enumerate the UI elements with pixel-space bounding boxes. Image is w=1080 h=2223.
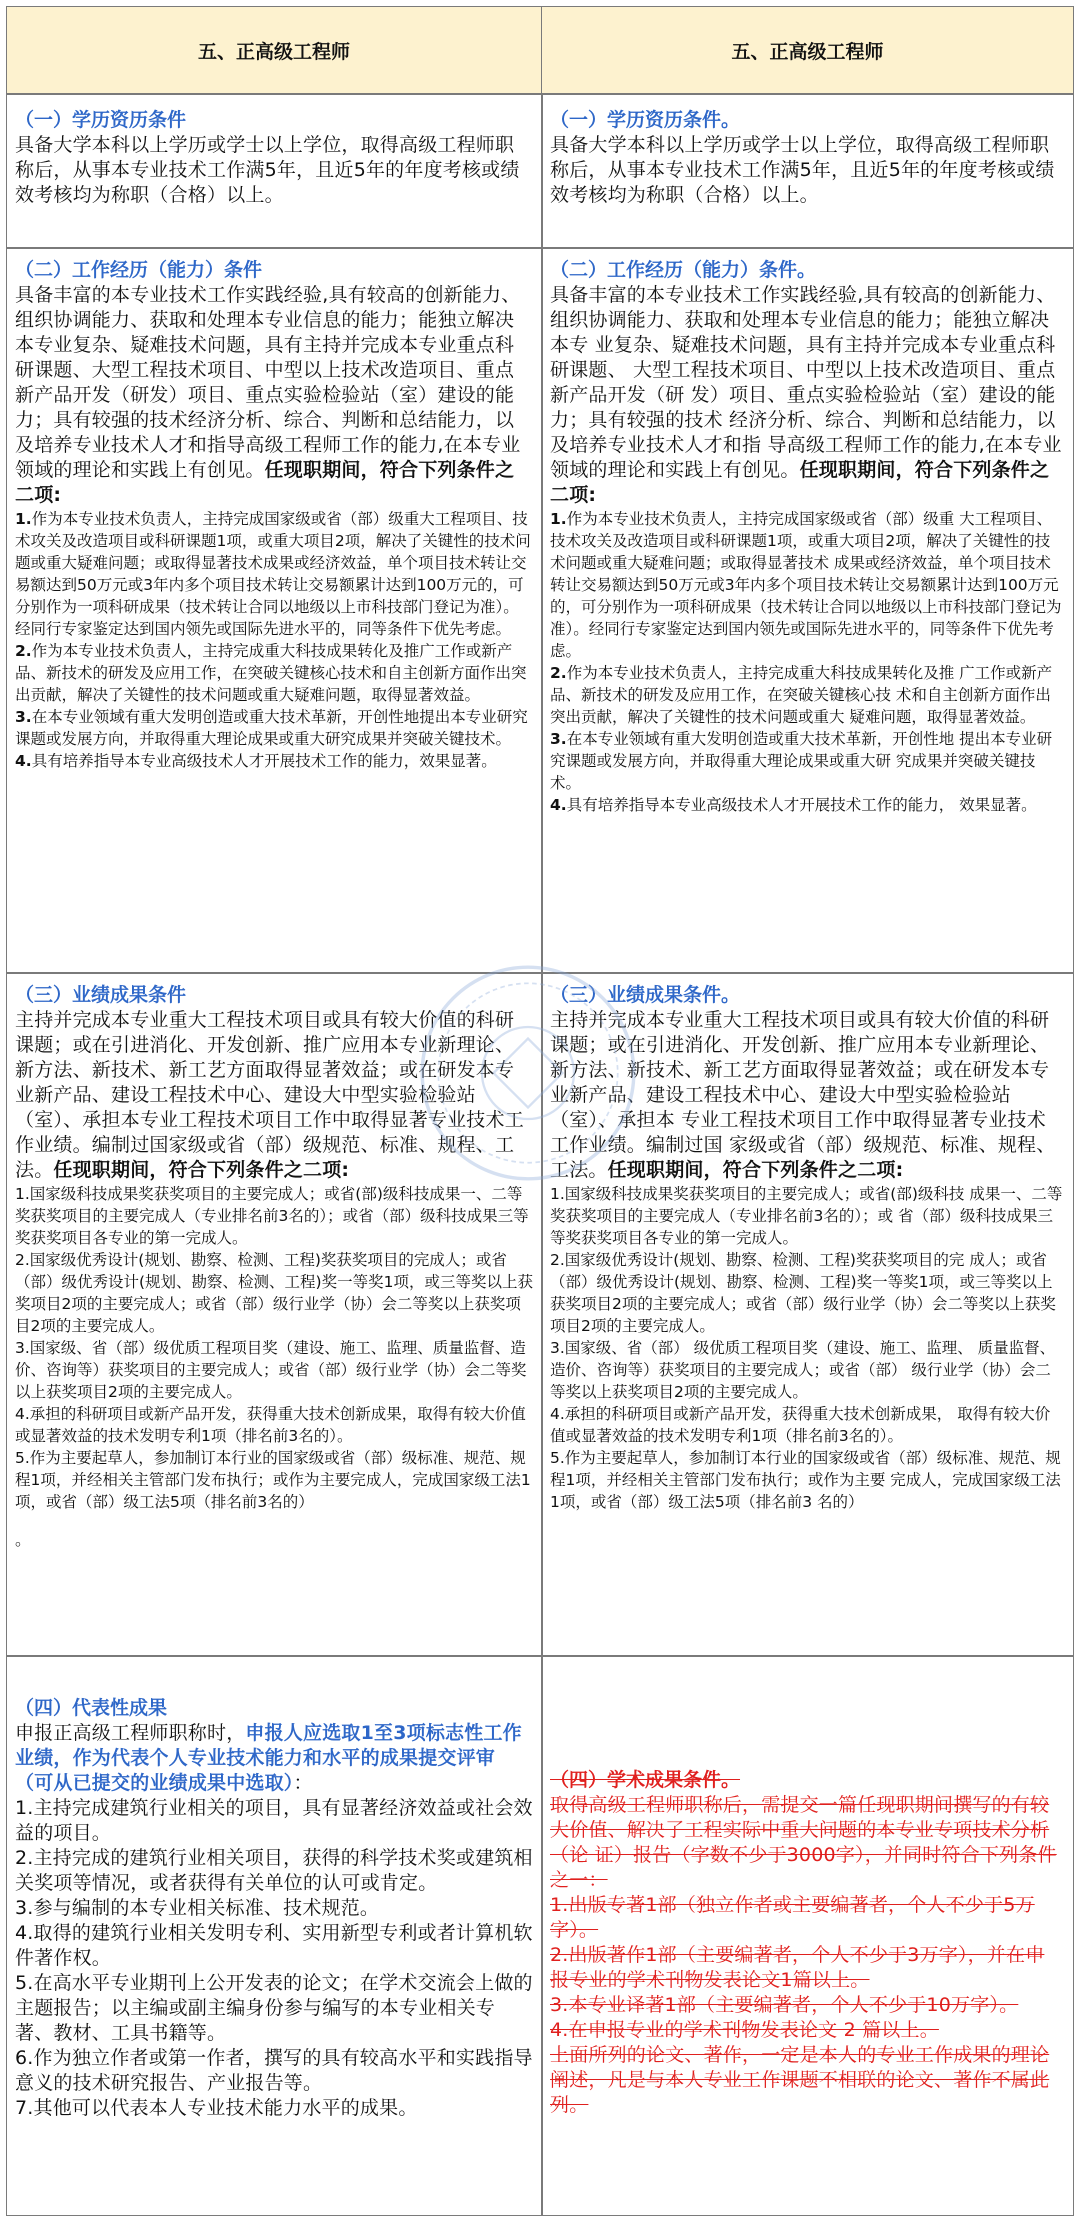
trailing-mark: 。 bbox=[15, 1530, 32, 1549]
s4-left-intro-end: ： bbox=[293, 1772, 313, 1794]
s4-left-intro: 申报正高级工程师职称时， bbox=[15, 1722, 246, 1744]
s2-left-text: 具备丰富的本专业技术工作实践经验,具有较高的创新能力、组织协调能力、获取和处理本专业信息的能力；能独立解决本专业复杂、疑难技术问题，具有主持并完成本专业重点科研课题、大型工程技术项目、中型以上技术改造项目、重点新产品开发（研发）项目、重点实验检验站（室）建设的能力；具有较强的技术经济分析、综合、判断和总结能力，以及培养专业技术人才和指导高级工程师工作的能力,在本专业领域的理论和实践上有创见。 bbox=[15, 284, 521, 481]
list-item: 具有培养指导本专业高级技术人才开展技术工作的能力，效果显著。 bbox=[31, 752, 497, 770]
list-number: 1. bbox=[15, 510, 32, 528]
s4-right-cell-deleted bbox=[542, 1767, 1073, 2118]
list-number: 5. bbox=[15, 1449, 30, 1467]
list-item: 6.作为独立作者或第一作者，撰写的具有较高水平和实践指导意义的技术研究报告、产业报告等。 bbox=[15, 2047, 533, 2094]
list-item: 国家级优秀设计(规划、勘察、检测、工程)奖获奖项目的完成人；或省（部）级优秀设计(规划、勘察、检测、工程)奖一等奖1项，或三等奖以上获奖项目2项的主要完成人；或省（部）级行业学（协）会二等奖以上获奖项目2项的主要完成人。 bbox=[15, 1251, 533, 1335]
s4-right-heading: （四）学术成果条件。 bbox=[550, 1769, 741, 1791]
s1-right-cell bbox=[542, 107, 1073, 208]
s2-right-bold: 任现职期间，符合下列条件之二项: bbox=[550, 459, 1050, 506]
s1-right-text: 具备大学本科以上学历或学士以上学位，取得高级工程师职 称后，从事本专业技术工作满5年，且近5年的年度考核或绩效考核均为称职（合格）以上。 bbox=[550, 134, 1055, 206]
list-number: 3. bbox=[15, 1339, 30, 1357]
list-item: 承担的科研项目或新产品开发，获得重大技术创新成果， 取得有较大价值或显著效益的技术发明专利1项（排名前3名的）。 bbox=[550, 1405, 1051, 1445]
list-number: 4. bbox=[15, 1405, 30, 1423]
list-item: 具有培养指导本专业高级技术人才开展技术工作的能力， 效果显著。 bbox=[566, 796, 1037, 814]
list-item: 3.参与编制的本专业相关标准、技术规范。 bbox=[15, 1897, 380, 1919]
s2-left-heading: （二）工作经历（能力）条件 bbox=[15, 259, 263, 281]
list-item: 作为主要起草人，参加制订本行业的国家级或省（部）级标准、规范、规程1项，并经相关主管部门发布执行；或作为主要 完成人，完成国家级工法1项，或省（部）级工法5项（排名前3 名的） bbox=[550, 1449, 1061, 1511]
list-item: 在本专业领域有重大发明创造或重大技术革新，开创性地 提出本专业研究课题或发展方向，并取得重大理论成果或重大研 究成果并突破关键技术。 bbox=[550, 730, 1053, 792]
s3-right-heading: （三）业绩成果条件。 bbox=[550, 984, 741, 1006]
list-item: 国家级、省（部） 级优质工程项目奖（建设、施工、监理、 质量监督、造价、咨询等）获奖项目的主要完成人；或省（部） 级行业学（协）会二等奖以上获奖项目2项的主要完成人。 bbox=[550, 1339, 1056, 1401]
s3-right-text: 主持并完成本专业重大工程技术项目或具有较大价值的科研课题；或在引进消化、开发创新、推广应用本专业新理论、新方法、新技术、新工艺方面取得显著效益；或在研发本专业新产品、建设工程技术中心、建设大中型实验检验站（室）、承担本 专业工程技术项目工作中取得显著专业技术工作业绩。编制过国 家级或省（部）级规范、标准、规程、工法。 bbox=[550, 1009, 1056, 1181]
list-item: 作为本专业技术负责人，主持完成重大科技成果转化及推广工作或新产品、新技术的研发及应用工作，在突破关键核心技术和自主创新方面作出突出贡献，解决了关键性的技术问题或重大疑难问题，取得显著效益。 bbox=[15, 642, 527, 704]
list-item: 上面所列的论文、著作，一定是本人的专业工作成果的理论 阐述，凡是与本人专业工作课题不相联的论文、著作不属此列。 bbox=[550, 2044, 1050, 2116]
list-item: 国家级科技成果奖获奖项目的主要完成人；或省(部)级科技 成果一、二等奖获奖项目的主要完成人（专业排名前3名的）；或 省（部）级科技成果三等奖获奖项目各专业的第一完成人。 bbox=[550, 1185, 1063, 1247]
list-number: 5. bbox=[550, 1449, 565, 1467]
s3-right-bold: 任现职期间，符合下列条件之二项: bbox=[607, 1159, 904, 1181]
s4-left-heading: （四）代表性成果 bbox=[15, 1697, 168, 1719]
s3-left-heading: （三）业绩成果条件 bbox=[15, 984, 187, 1006]
list-item: 承担的科研项目或新产品开发，获得重大技术创新成果，取得有较大价值或显著效益的技术发明专利1项（排名前3名的）。 bbox=[15, 1405, 526, 1445]
s2-left-cell bbox=[7, 257, 541, 772]
s1-left-cell bbox=[7, 107, 541, 208]
list-number: 2. bbox=[15, 642, 32, 660]
header-left: 五、正高级工程师 bbox=[7, 7, 541, 93]
s2-right-heading: （二）工作经历（能力）条件。 bbox=[550, 259, 817, 281]
row-divider bbox=[7, 93, 1073, 95]
list-number: 2. bbox=[550, 664, 567, 682]
s1-right-heading: （一）学历资历条件。 bbox=[550, 109, 741, 131]
list-item: 作为本专业技术负责人，主持完成重大科技成果转化及推 广工作或新产品、新技术的研发及应用工作，在突破关键核心技 术和自主创新方面作出突出贡献，解决了关键性的技术问题或重大 疑难问题，取得显著效益。 bbox=[550, 664, 1053, 726]
header-right: 五、正高级工程师 bbox=[542, 7, 1073, 93]
row-divider bbox=[7, 247, 1073, 249]
s4-left-intro-highlight: 申报人应选取1至3项标志性工作业绩，作为代表个人专业技术能力和水平的成果提交评审（可从已提交的业绩成果中选取） bbox=[15, 1722, 522, 1794]
list-item: 3.本专业译著1部（主要编著者，个人不少于10万字）。 bbox=[550, 1994, 1019, 2016]
list-item: 国家级、省（部）级优质工程项目奖（建设、施工、监理、质量监督、造价、咨询等）获奖项目的主要完成人；或省（部）级行业学（协）会二等奖以上获奖项目2项的主要完成人。 bbox=[15, 1339, 527, 1401]
list-number: 1. bbox=[15, 1185, 30, 1203]
list-item: 作为本专业技术负责人，主持完成国家级或省（部）级重 大工程项目、技术攻关及改造项目或科研课题1项，或重大项目2项，解决了关键性的技术问题或重大疑难问题；或取得显著技术 成果或经济效益，单个项目技术转让交易额达到50万元或3年内多个项目技术转让交易额累计达到100万元的，可分别作为一项科研成果（技术转让合同以地级以上市科技部门登记为准）。经同行专家鉴定达到国内领先或国际先进水平的，同等条件下优先考虑。 bbox=[550, 510, 1062, 660]
s4-right-text: 取得高级工程师职称后，需提交一篇任现职期间撰写的有较 大价值、解决了工程实际中重大问题的本专业专项技术分析（论 证）报告（字数不少于3000字），并同时符合下列条件之一： bbox=[550, 1794, 1057, 1891]
watermark-seal-icon bbox=[413, 958, 643, 1188]
list-item: 1.出版专著1部（独立作者或主要编著者，个人不少于5万字）。 bbox=[550, 1894, 1035, 1941]
list-number: 2. bbox=[550, 1251, 565, 1269]
list-item: 4.取得的建筑行业相关发明专利、实用新型专利或者计算机软件著作权。 bbox=[15, 1922, 533, 1969]
list-number: 4. bbox=[15, 752, 32, 770]
s2-right-text: 具备丰富的本专业技术工作实践经验,具有较高的创新能力、组织协调能力、获取和处理本专业信息的能力；能独立解决本专 业复杂、疑难技术问题，具有主持并完成本专业重点科研课题、 大型工程技术项目、中型以上技术改造项目、重点新产品开发（研 发）项目、重点实验检验站（室）建设的能力；具有较强的技术 经济分析、综合、判断和总结能力，以及培养专业技术人才和指 导高级工程师工作的能力,在本专业领域的理论和实践上有创见。 bbox=[550, 284, 1062, 481]
list-item: 2.主持完成的建筑行业相关项目，获得的科学技术奖或建筑相关奖项等情况，或者获得有关单位的认可或肯定。 bbox=[15, 1847, 533, 1894]
list-number: 2. bbox=[15, 1251, 30, 1269]
list-number: 3. bbox=[550, 1339, 565, 1357]
list-number: 3. bbox=[550, 730, 567, 748]
list-item: 在本专业领域有重大发明创造或重大技术革新，开创性地提出本专业研究课题或发展方向，并取得重大理论成果或重大研究成果并突破关键技术。 bbox=[15, 708, 528, 748]
list-number: 3. bbox=[15, 708, 32, 726]
s3-left-text: 主持并完成本专业重大工程技术项目或具有较大价值的科研课题；或在引进消化、开发创新、推广应用本专业新理论、新方法、新技术、新工艺方面取得显著效益；或在研发本专业新产品、建设工程技术中心、建设大中型实验检验站（室）、承担本专业工程技术项目工作中取得显著专业技术工作业绩。编制过国家级或省（部）级规范、标准、规程、工法。 bbox=[15, 1009, 524, 1181]
list-item: 2.出版著作1部（主要编著者，个人不少于3万字），并在申 报专业的学术刊物发表论文1篇以上。 bbox=[550, 1944, 1045, 1991]
s1-left-text: 具备大学本科以上学历或学士以上学位，取得高级工程师职称后，从事本专业技术工作满5年，且近5年的年度考核或绩效考核均为称职（合格）以上。 bbox=[15, 134, 520, 206]
list-item: 5.在高水平专业期刊上公开发表的论文；在学术交流会上做的主题报告；以主编或副主编身份参与编写的本专业相关专著、教材、工具书籍等。 bbox=[15, 1972, 533, 2044]
list-item: 4.在申报专业的学术刊物发表论文 2 篇以上。 bbox=[550, 2019, 939, 2041]
list-item: 国家级科技成果奖获奖项目的主要完成人；或省(部)级科技成果一、二等奖获奖项目的主要完成人（专业排名前3名的）；或省（部）级科技成果三等奖获奖项目各专业的第一完成人。 bbox=[15, 1185, 529, 1247]
list-item: 7.其他可以代表本人专业技术能力水平的成果。 bbox=[15, 2097, 418, 2119]
list-number: 4. bbox=[550, 1405, 565, 1423]
list-item: 作为本专业技术负责人，主持完成国家级或省（部）级重大工程项目、技术攻关及改造项目或科研课题1项，或重大项目2项，解决了关键性的技术问题或重大疑难问题；或取得显著技术成果或经济效益，单个项目技术转让交易额达到50万元或3年内多个项目技术转让交易额累计达到100万元的，可分别作为一项科研成果（技术转让合同以地级以上市科技部门登记为准）。经同行专家鉴定达到国内领先或国际先进水平的，同等条件下优先考虑。 bbox=[15, 510, 531, 638]
list-number: 1. bbox=[550, 1185, 565, 1203]
list-item: 国家级优秀设计(规划、勘察、检测、工程)奖获奖项目的完 成人；或省（部）级优秀设计(规划、勘察、检测、工程)奖一等奖1项，或三等奖以上获奖项目2项的主要完成人；或省（部）级行业学（协）会二等奖以上获奖项目2项的主要完成人。 bbox=[550, 1251, 1056, 1335]
row-divider bbox=[7, 1655, 1073, 1657]
list-number: 4. bbox=[550, 796, 567, 814]
list-number: 1. bbox=[550, 510, 567, 528]
list-item: 作为主要起草人，参加制订本行业的国家级或省（部）级标准、规范、规程1项，并经相关主管部门发布执行；或作为主要完成人，完成国家级工法1项，或省（部）级工法5项（排名前3名的） bbox=[15, 1449, 531, 1511]
s2-right-cell bbox=[542, 257, 1073, 816]
s1-left-heading: （一）学历资历条件 bbox=[15, 109, 187, 131]
s2-left-bold: 任现职期间，符合下列条件之二项: bbox=[15, 459, 515, 506]
s3-left-bold: 任现职期间，符合下列条件之二项: bbox=[53, 1159, 350, 1181]
list-item: 1.主持完成建筑行业相关的项目，具有显著经济效益或社会效益的项目。 bbox=[15, 1797, 533, 1844]
s4-left-cell bbox=[7, 1695, 541, 2121]
